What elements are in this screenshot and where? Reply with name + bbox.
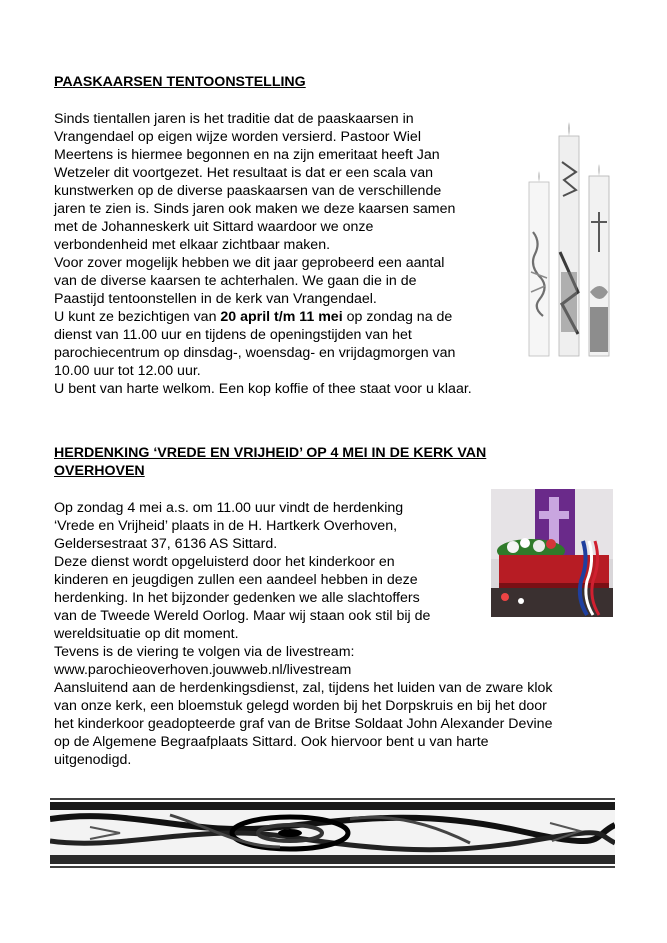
body-line: Tevens is de viering te volgen via de livestream:: [54, 644, 355, 660]
candle-left: [529, 171, 549, 356]
decorative-banner: [50, 797, 615, 869]
body-line: jaren te zien is. Sinds jaren ook maken we deze kaarsen samen: [54, 201, 456, 217]
body-line: U bent van harte welkom. Een kop koffie of thee staat voor u klaar.: [54, 381, 472, 397]
candle-right: [589, 164, 609, 356]
body-line: parochiecentrum op dinsdag-, woensdag- en vrijdagmorgen van: [54, 345, 456, 361]
body-line: het kinderkoor geadopteerde graf van de Britse Soldaat John Alexander Devine: [54, 716, 553, 732]
visit-suffix: op zondag na de: [342, 309, 453, 325]
body-line: kunstwerken op de diverse paaskaarsen van de verschillende: [54, 183, 442, 199]
body-line: Geldersestraat 37, 6136 AS Sittard.: [54, 536, 278, 552]
body-line: dienst van 11.00 uur en tijdens de openingstijden van het: [54, 327, 412, 343]
body-line: kinderen en jeugdigen zullen een aandeel hebben in deze: [54, 572, 418, 588]
body-line: Vrangendael op eigen wijze worden versierd. Pastoor Wiel: [54, 129, 421, 145]
body-line: uitgenodigd.: [54, 752, 132, 768]
body-line: verbondenheid met elkaar zichtbaar maken.: [54, 237, 331, 253]
body-line: Aansluitend aan de herdenkingsdienst, zal, tijdens het luiden van de zware klok: [54, 680, 553, 696]
body-line: ‘Vrede en Vrijheid’ plaats in de H. Hartkerk Overhoven,: [54, 518, 398, 534]
body-line: Meertens is hiermee begonnen en na zijn emeritaat heeft Jan: [54, 147, 440, 163]
altar-photo: [491, 489, 613, 617]
body-line: Op zondag 4 mei a.s. om 11.00 uur vindt de herdenking: [54, 500, 404, 516]
body-line: van de Tweede Wereld Oorlog. Maar wij staan ook stil bij de: [54, 608, 431, 624]
heading-line: OVERHOVEN: [54, 463, 145, 479]
section-heading: PAASKAARSEN TENTOONSTELLING: [54, 74, 306, 90]
body-line: met de Johanneskerk uit Sittard waardoor we onze: [54, 219, 374, 235]
body-line: Wetzeler dit voortgezet. Het resultaat is dat er een scala van: [54, 165, 434, 181]
body-line: herdenking. In het bijzonder gedenken we alle slachtoffers: [54, 590, 420, 606]
body-line: van onze kerk, een bloemstuk gelegd worden bij het Dorpskruis en bij het door: [54, 698, 547, 714]
easter-candles-image: [527, 122, 627, 358]
body-line: Deze dienst wordt opgeluisterd door het kinderkoor en: [54, 554, 395, 570]
body-line: 10.00 uur tot 12.00 uur.: [54, 363, 201, 379]
section-heading: [54, 444, 614, 480]
candle-middle: [559, 122, 579, 356]
body-line: Voor zover mogelijk hebben we dit jaar geprobeerd een aantal: [54, 255, 445, 271]
visit-prefix: U kunt ze bezichtigen van: [54, 309, 221, 325]
visit-dates: 20 april t/m 11 mei: [220, 309, 343, 325]
body-line: Sinds tientallen jaren is het traditie dat de paaskaarsen in: [54, 111, 414, 127]
body-line: Paastijd tentoonstellen in de kerk van Vrangendael.: [54, 291, 377, 307]
body-line: wereldsituatie op dit moment.: [54, 626, 239, 642]
body-line: van de diverse kaarsen te achterhalen. We gaan die in de: [54, 273, 417, 289]
heading-line: HERDENKING ‘VREDE EN VRIJHEID’ OP 4 MEI IN DE KERK VAN: [54, 445, 487, 461]
livestream-link[interactable]: www.parochieoverhoven.jouwweb.nl/livestream: [54, 662, 352, 678]
body-line: op de Algemene Begraafplaats Sittard. Ook hiervoor bent u van harte: [54, 734, 489, 750]
